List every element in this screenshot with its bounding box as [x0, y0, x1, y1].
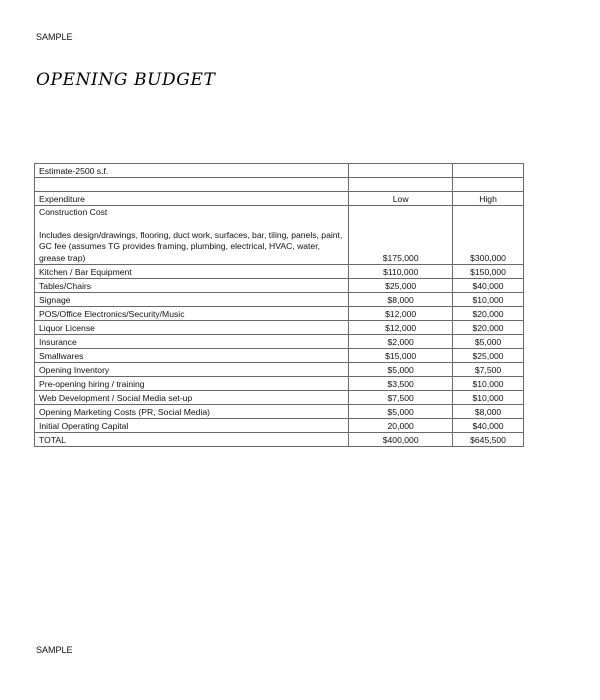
- table-row: [35, 307, 524, 321]
- low-value: $15,000: [349, 349, 453, 363]
- total-label: TOTAL: [35, 433, 349, 447]
- low-value: $3,500: [349, 377, 453, 391]
- low-value: 20,000: [349, 419, 453, 433]
- table-row: [35, 265, 524, 279]
- item-label: Liquor License: [35, 321, 349, 335]
- item-label: Opening Marketing Costs (PR, Social Media): [35, 405, 349, 419]
- low-value: $12,000: [349, 307, 453, 321]
- high-value: $40,000: [453, 279, 524, 293]
- item-label: Smallwares: [35, 349, 349, 363]
- table-row-construction: [35, 206, 524, 265]
- table-row: [35, 321, 524, 335]
- empty-cell: [349, 164, 453, 178]
- item-label: Signage: [35, 293, 349, 307]
- high-value: $20,000: [453, 321, 524, 335]
- low-value: $7,500: [349, 391, 453, 405]
- estimate-row: [35, 164, 524, 178]
- empty-cell: [453, 178, 524, 192]
- high-value: $25,000: [453, 349, 524, 363]
- table-row: [35, 391, 524, 405]
- table-row: [35, 279, 524, 293]
- construction-label: Construction Cost: [39, 207, 108, 217]
- table-row: [35, 335, 524, 349]
- item-label: Opening Inventory: [35, 363, 349, 377]
- high-value: $300,000: [453, 206, 524, 265]
- low-value: $12,000: [349, 321, 453, 335]
- total-high: $645,500: [453, 433, 524, 447]
- item-label: Pre-opening hiring / training: [35, 377, 349, 391]
- item-label: Initial Operating Capital: [35, 419, 349, 433]
- item-label: Web Development / Social Media set-up: [35, 391, 349, 405]
- high-value: $10,000: [453, 293, 524, 307]
- total-low: $400,000: [349, 433, 453, 447]
- low-value: $2,000: [349, 335, 453, 349]
- high-value: $5,000: [453, 335, 524, 349]
- high-value: $10,000: [453, 391, 524, 405]
- table-row: [35, 419, 524, 433]
- spacer-row: [35, 178, 524, 192]
- column-header-high: High: [453, 192, 524, 206]
- estimate-label: Estimate-2500 s.f.: [35, 164, 349, 178]
- high-value: $10,000: [453, 377, 524, 391]
- empty-cell: [453, 164, 524, 178]
- column-header-expenditure: Expenditure: [35, 192, 349, 206]
- spacer: [39, 219, 344, 230]
- low-value: $5,000: [349, 363, 453, 377]
- header-row: [35, 192, 524, 206]
- table-row: [35, 293, 524, 307]
- item-label: POS/Office Electronics/Security/Music: [35, 307, 349, 321]
- sample-header-label: SAMPLE: [36, 32, 73, 42]
- budget-table: [34, 163, 524, 447]
- high-value: $7,500: [453, 363, 524, 377]
- table-row: [35, 349, 524, 363]
- item-label: Insurance: [35, 335, 349, 349]
- low-value: $25,000: [349, 279, 453, 293]
- high-value: $40,000: [453, 419, 524, 433]
- table-row: [35, 405, 524, 419]
- item-label: Kitchen / Bar Equipment: [35, 265, 349, 279]
- high-value: $8,000: [453, 405, 524, 419]
- low-value: $5,000: [349, 405, 453, 419]
- column-header-low: Low: [349, 192, 453, 206]
- item-label: Tables/Chairs: [35, 279, 349, 293]
- table-row: [35, 363, 524, 377]
- page-title: OPENING BUDGET: [36, 70, 216, 90]
- empty-cell: [349, 178, 453, 192]
- empty-cell: [35, 178, 349, 192]
- construction-description: Includes design/drawings, flooring, duct work, surfaces, bar, tiling, panels, paint, GC fee (assumes TG provides framing, plumbing, electrical, HVAC, water, grease trap): [39, 229, 343, 263]
- high-value: $150,000: [453, 265, 524, 279]
- high-value: $20,000: [453, 307, 524, 321]
- low-value: $8,000: [349, 293, 453, 307]
- construction-cell: [35, 206, 349, 265]
- total-row: [35, 433, 524, 447]
- low-value: $175,000: [349, 206, 453, 265]
- low-value: $110,000: [349, 265, 453, 279]
- sample-footer-label: SAMPLE: [36, 645, 73, 655]
- table-row: [35, 377, 524, 391]
